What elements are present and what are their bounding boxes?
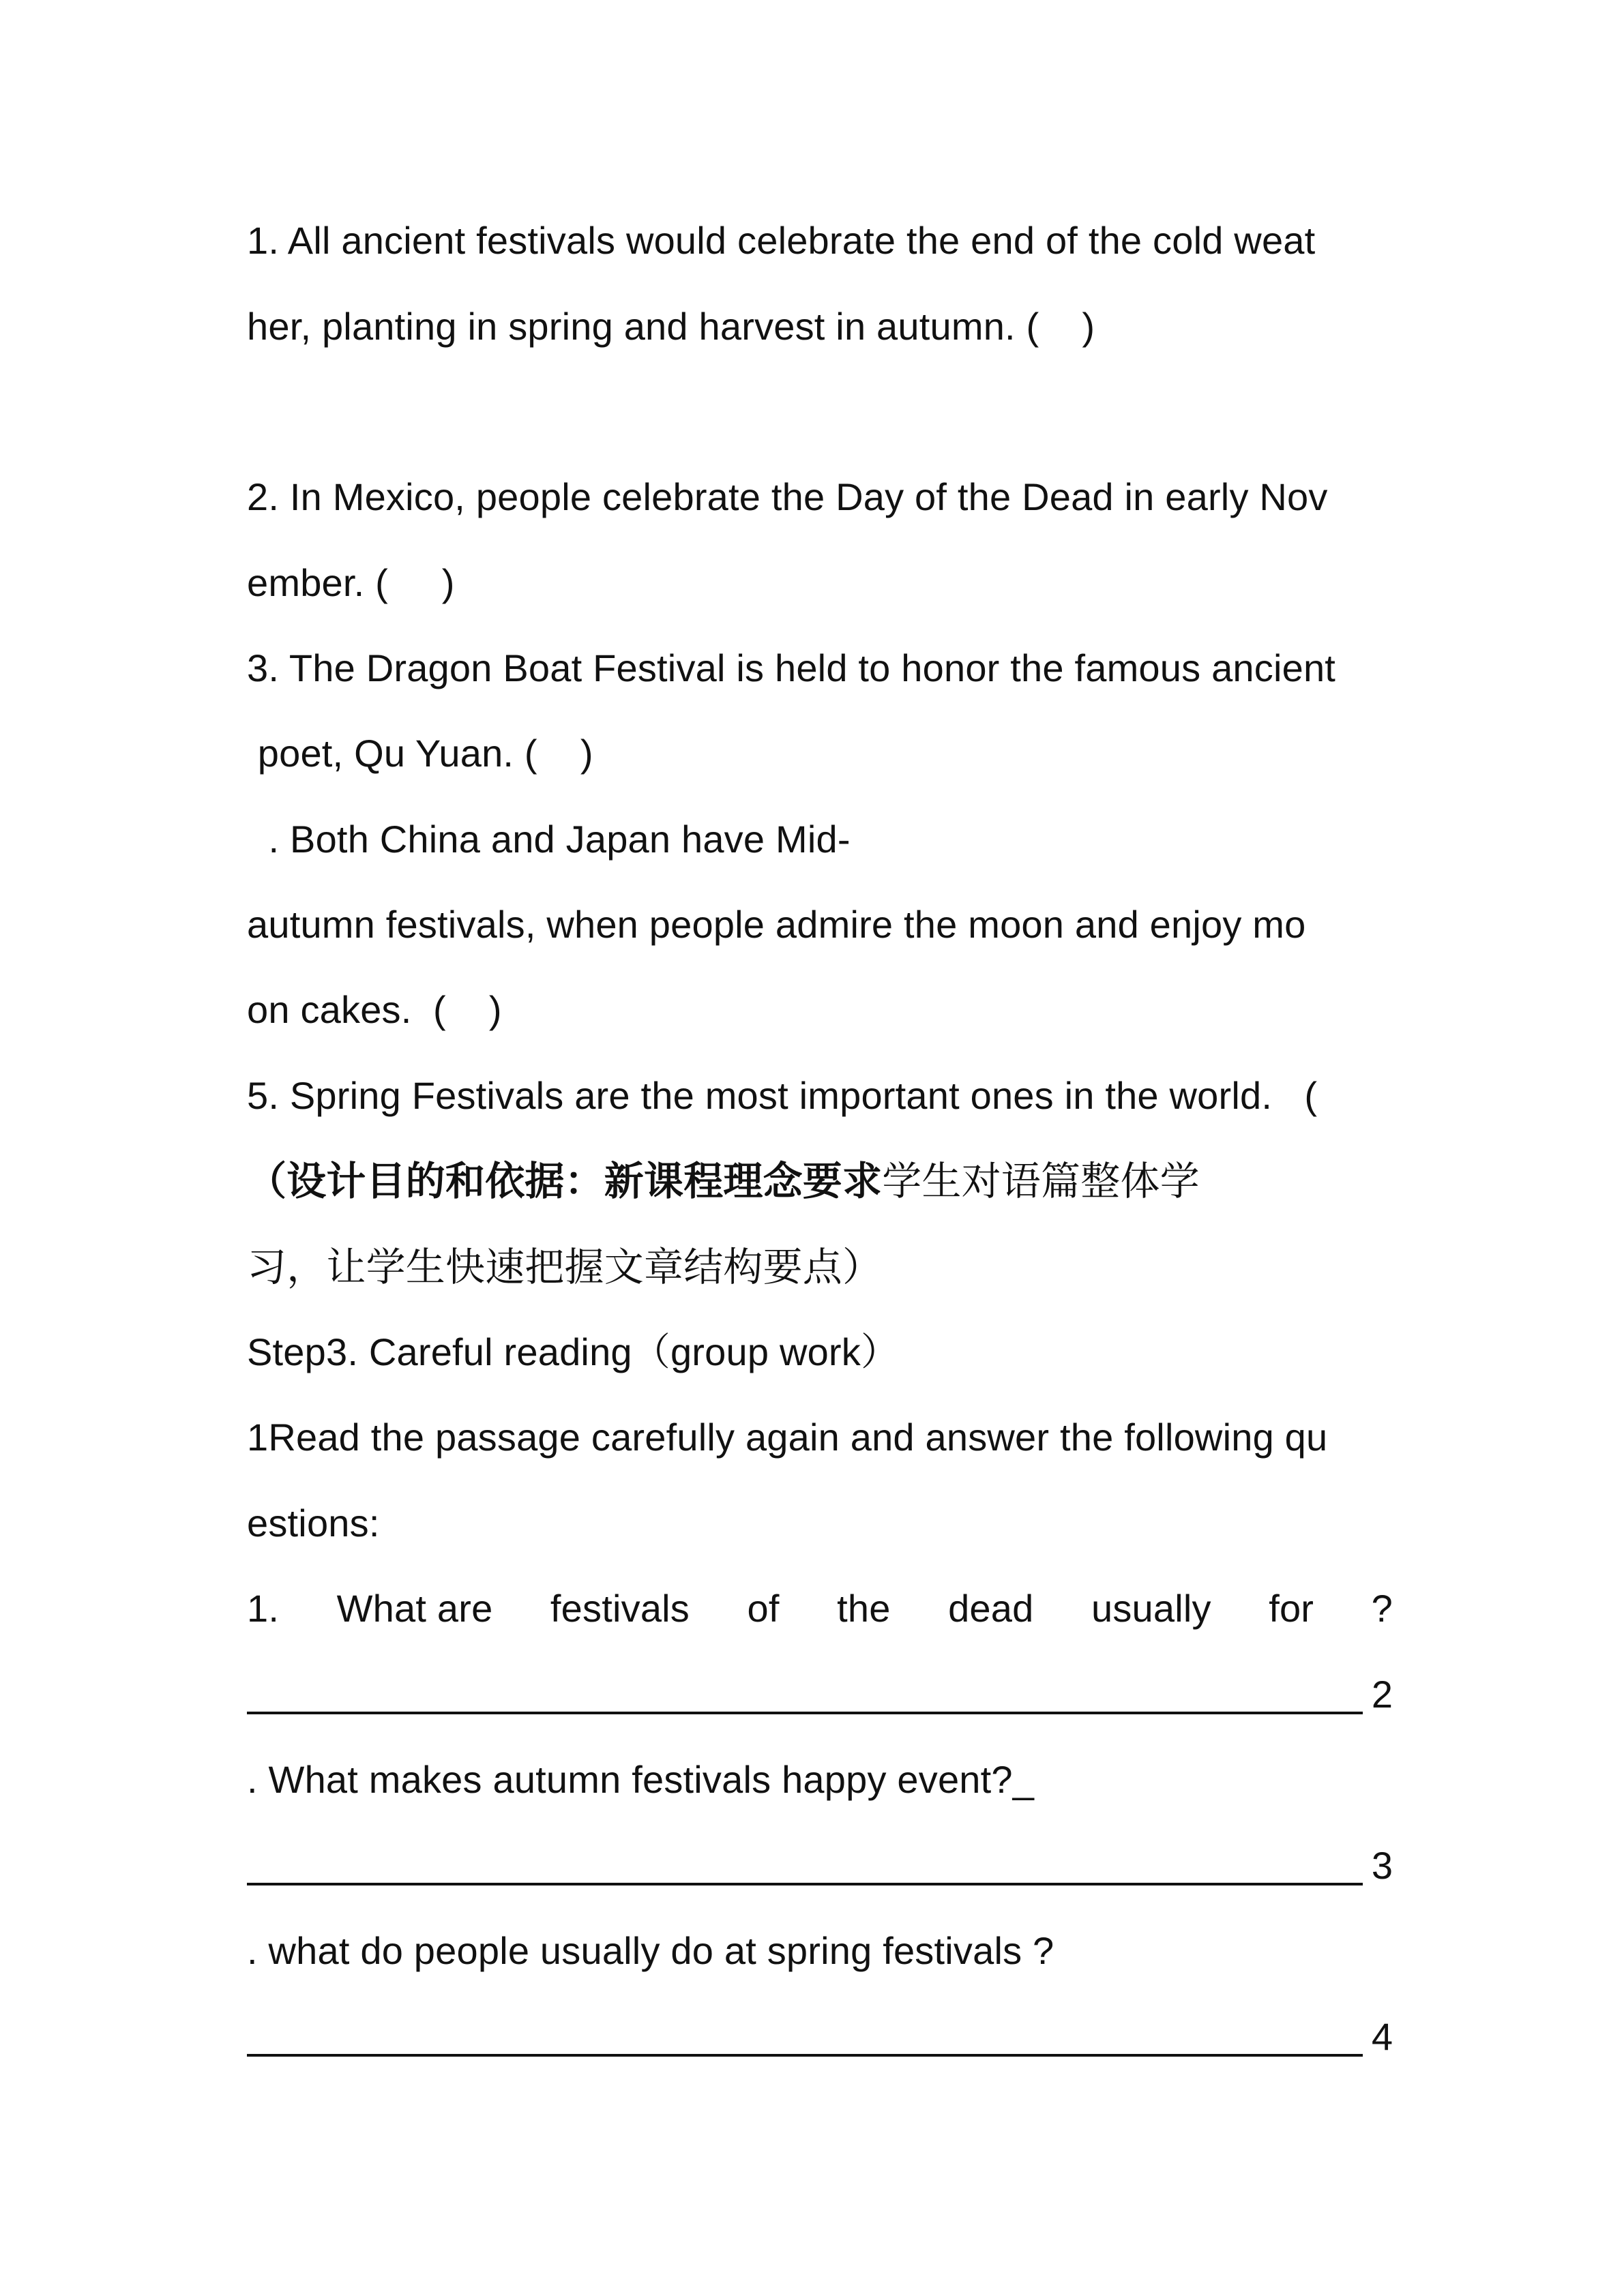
tf-item-4-line-2: autumn festivals, when people admire the moon and enjoy mo [247, 903, 1306, 946]
q1-word: ? [1371, 1587, 1393, 1630]
answer-line [247, 1883, 1363, 1885]
q1-word: What are [336, 1587, 493, 1630]
tf-item-4-line-3: on cakes. ( ) [247, 988, 502, 1031]
tf-item-2-line-2: ember. ( ) [247, 561, 455, 604]
q1-word: usually [1091, 1587, 1211, 1630]
question-1 [247, 1585, 1393, 1632]
q1-word: for [1269, 1587, 1314, 1630]
tf-item-1-line-1: 1. All ancient festivals would celebrate the end of the cold weat [247, 219, 1316, 262]
q1-word: dead [948, 1587, 1034, 1630]
next-question-number: 4 [1371, 2015, 1393, 2058]
tf-item-4-line-1: . Both China and Japan have Mid- [247, 818, 851, 861]
tf-item-3-line-1: 3. The Dragon Boat Festival is held to honor the famous ancient [247, 646, 1336, 689]
step3-instruction-line-2: estions: [247, 1502, 380, 1545]
step3-instruction-line-1: 1Read the passage carefully again and answer the following qu [247, 1416, 1328, 1459]
design-note-bold: （设计目的和依据：新课程理念要求 [247, 1158, 883, 1204]
tf-item-1-line-2: her, planting in spring and harvest in autumn. ( ) [247, 305, 1095, 348]
next-question-number: 2 [1371, 1673, 1393, 1716]
answer-line [247, 2054, 1363, 2057]
q1-word: the [837, 1587, 891, 1630]
step3-title: Step3. Careful reading（group work） [247, 1330, 900, 1373]
q1-word: 1. [247, 1587, 280, 1630]
question-3: . what do people usually do at spring festivals ? [247, 1929, 1054, 1972]
answer-blank-1[interactable] [247, 1671, 1393, 1718]
answer-blank-3[interactable] [247, 2013, 1393, 2061]
answer-blank-2[interactable] [247, 1842, 1393, 1890]
next-question-number: 3 [1371, 1844, 1393, 1887]
tf-item-5-line-1: 5. Spring Festivals are the most important ones in the world. ( [247, 1074, 1318, 1117]
tf-item-3-line-2: poet, Qu Yuan. ( ) [247, 732, 593, 775]
question-2: . What makes autumn festivals happy event?_ [247, 1758, 1035, 1801]
design-note-line-1 [247, 1157, 1393, 1205]
tf-item-2-line-1: 2. In Mexico, people celebrate the Day of the Dead in early Nov [247, 475, 1328, 518]
q1-word: of [747, 1587, 780, 1630]
q1-word: festivals [550, 1587, 690, 1630]
answer-line [247, 1712, 1363, 1714]
design-note-line-2: 习，让学生快速把握文章结构要点） [247, 1244, 883, 1290]
design-note-normal: 学生对语篇整体学 [882, 1158, 1200, 1204]
